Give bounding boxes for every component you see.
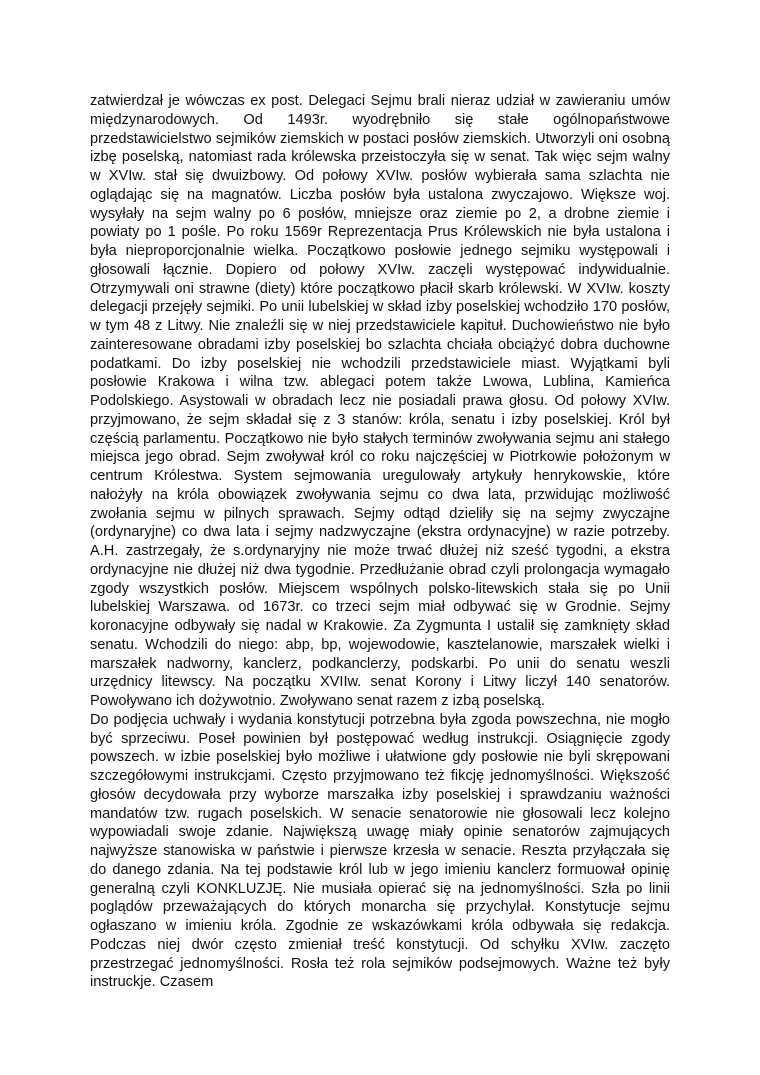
paragraph-sejm-procedure: Do podjęcia uchwały i wydania konstytucji potrzebna była zgoda powszechna, nie mogło być sprzeciwu. Poseł powinien był postępować według instrukcji. Osiągnięcie zgody powszech. w izbie poselskiej było możliwe i ułatwione gdy posłowie nie byli skrępowani szczegółowymi instrukcjami. Często przyjmowano też fikcję jednomyślności. Większość głosów decydowała przy wyborze marszałka izby poselskiej i sprawdzaniu ważności mandatów tzw. rugach poselskich. W senacie senatorowie nie głosowali lecz kolejno wypowiadali swoje zdanie. Największą uwagę miały opinie senatorów zajmujących najwyższe stanowiska w państwie i pierwsze krzesła w senacie. Reszta przyłączała się do danego zdania. Na tej podstawie król lub w jego imieniu kanclerz formuował opinię generalną czyli KONKLUZJĘ. Nie musiała opierać się na jednomyślności. Szła po linii poglądów przeważających do których monarcha się przychylał. Konstytucje sejmu ogłaszano w imieniu króla. Zgodnie ze wskazówkami króla odbywała się redakcja. Podczas niej dwór często zmieniał treść konstytucji. Od schyłku XVIw. zaczęto przestrzegać jednomyślności. Rosła też rola sejmików podsejmowych. Ważne też były instruckje. Czasem [90, 711, 670, 991]
paragraph-sejm-composition: zatwierdzał je wówczas ex post. Delegaci Sejmu brali nieraz udział w zawieraniu umów międzynarodowych. Od 1493r. wyodrębniło się stałe ogólnopaństwowe przedstawicielstwo sejmików ziemskich w postaci posłów ziemskich. Utworzyli oni osobną izbę poselską, natomiast rada królewska przeistoczyła się w senat. Tak więc sejm walny w XVIw. stał się dwuizbowy. Od połowy XVIw. posłów wybierała sama szlachta nie oglądając się na magnatów. Liczba posłów była ustalona zwyczajowo. Większe woj. wysyłały na sejm walny po 6 posłów, mniejsze oraz ziemie po 2, a drobne ziemie i powiaty po 1 pośle. Po roku 1569r Reprezentacja Prus Królewskich nie była ustalona i była nieproporcjonalnie wielka. Początkowo posłowie jednego sejmiku występowali i głosowali łącznie. Dopiero od połowy XVIw. zaczęli występować indywidualnie. Otrzymywali oni strawne (diety) które początkowo płacił skarb królewski. W XVIw. koszty delegacji przejęły sejmiki. Po unii lubelskiej w skład izby poselskiej wchodziło 170 posłów, w tym 48 z Litwy. Nie znaleźli się w niej przedstawiciele kapituł. Duchowieństwo nie było zainteresowane obradami izby poselskiej bo szlachta chciała obciążyć dobra duchowne podatkami. Do izby poselskiej nie wchodzili przedstawiciele miast. Wyjątkami byli posłowie Krakowa i wilna tzw. ablegaci potem także Lwowa, Lublina, Kamieńca Podolskiego. Asystowali w obradach lecz nie posiadali prawa głosu. Od połowy XVIw. przyjmowano, że sejm składał się z 3 stanów: króla, senatu i izby poselskiej. Król był częścią parlamentu. Początkowo nie było stałych terminów zwoływania sejmu ani stałego miejsca jego obrad. Sejm zwoływał król co roku najczęściej w Piotrkowie położonym w centrum Królestwa. System sejmowania uregulowały artykuły henrykowskie, które nałożyły na króla obowiązek zwoływania sejmu co dwa lata, przwidując możliwość zwołania sejmu w pilnych sprawach. Sejmy odtąd dzieliły się na sejmy zwyczajne (ordynaryjne) co dwa lata i sejmy nadzwyczajne (ekstra ordynacyjne) w razie potrzeby. A.H. zastrzegały, że s.ordynaryjny nie może trwać dłużej niż sześć tygodni, a ekstra ordynacyjne nie dłużej niż dwa tygodnie. Przedłużanie obrad czyli prolongacja wymagało zgody wszystkich posłów. Miejscem wspólnych polsko-litewskich stała się po Unii lubelskiej Warszawa. od 1673r. co trzeci sejm miał odbywać się w Grodnie. Sejmy koronacyjne odbywały się nadal w Krakowie. Za Zygmunta I ustalił się zamknięty skład senatu. Wchodzili do niego: abp, bp, wojewodowie, kasztelanowie, marszałek wielki i marszałek nadworny, kanclerz, podkanclerzy, podskarbi. Po unii do senatu weszli urzędnicy litewscy. Na początku XVIIw. senat Korony i Litwy liczył 140 senatorów. Powoływano ich dożywotnio. Zwoływano senat razem z izbą poselską. [90, 93, 670, 709]
document-page [90, 92, 670, 992]
